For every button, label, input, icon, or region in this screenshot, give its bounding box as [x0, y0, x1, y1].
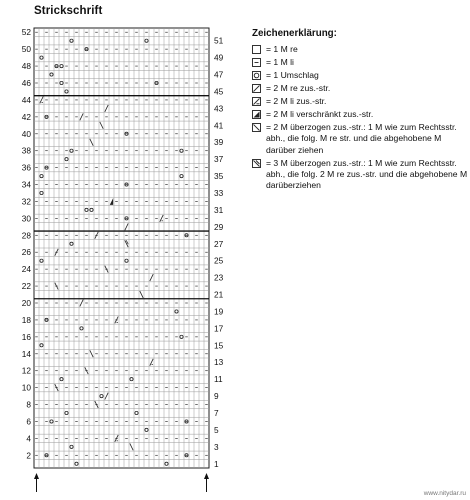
- row-label-right: 11: [214, 374, 223, 385]
- legend: [252, 28, 470, 193]
- legend-symbol-right-slant-dash-icon: [252, 97, 261, 106]
- row-label-left: 20: [21, 298, 31, 308]
- row-label-left: 24: [21, 264, 31, 275]
- row-label-right: 17: [214, 323, 224, 334]
- row-label-right: 15: [214, 340, 224, 351]
- row-label-right: 3: [214, 441, 219, 452]
- row-label-right: 45: [214, 86, 224, 97]
- legend-item-text: = 1 M re: [266, 44, 298, 55]
- legend-item-text: = 1 M li: [266, 57, 294, 68]
- legend-symbol-left-slant-double-icon: [252, 159, 261, 168]
- row-label-right: 23: [214, 272, 224, 283]
- row-label-left: 38: [21, 145, 31, 156]
- row-label-right: 19: [214, 306, 224, 317]
- row-label-right: 25: [214, 255, 224, 266]
- row-label-right: 35: [214, 171, 224, 182]
- legend-symbol-right-slant-icon: [252, 84, 261, 93]
- row-label-right: 27: [214, 238, 224, 249]
- row-label-right: 29: [214, 221, 224, 232]
- legend-item: [252, 83, 470, 94]
- row-label-right: 7: [214, 408, 219, 418]
- legend-item-text: = 2 M li zus.-str.: [266, 96, 327, 107]
- legend-item-text: = 2 M re zus.-str.: [266, 83, 331, 94]
- row-label-left: 44: [21, 94, 31, 105]
- row-label-right: 47: [214, 69, 224, 80]
- legend-symbol-left-slant-icon: [252, 123, 261, 132]
- row-label-left: 36: [21, 162, 31, 173]
- row-label-left: 18: [21, 314, 31, 325]
- row-label-left: 8: [26, 399, 31, 410]
- legend-symbol-circle-icon: [252, 71, 261, 80]
- row-label-right: 33: [214, 188, 224, 198]
- legend-item-text: = 2 M überzogen zus.-str.: 1 M wie zum Rechtsstr. abh., die folg. M re str. und die abgehobene M darüber ziehen: [266, 122, 457, 155]
- row-label-left: 40: [21, 128, 31, 139]
- row-label-right: 1: [214, 458, 219, 469]
- row-label-right: 37: [214, 154, 224, 165]
- row-label-left: 12: [21, 365, 31, 376]
- row-label-left: 14: [21, 348, 31, 359]
- legend-item-text: = 1 Umschlag: [266, 70, 319, 81]
- row-label-left: 46: [21, 78, 31, 88]
- row-label-right: 43: [214, 103, 224, 114]
- legend-title: Zeichenerklärung:: [252, 28, 337, 39]
- row-label-right: 49: [214, 52, 224, 63]
- row-label-right: 21: [214, 289, 224, 300]
- row-label-right: 41: [214, 120, 224, 131]
- row-label-left: 50: [21, 44, 31, 55]
- legend-items: [252, 44, 470, 191]
- legend-item: [252, 57, 470, 68]
- row-label-left: 52: [21, 27, 31, 38]
- row-label-left: 32: [21, 196, 31, 207]
- legend-item: [252, 158, 470, 192]
- repeat-arrow-head: [34, 473, 39, 479]
- row-label-left: 2: [26, 450, 31, 461]
- row-label-right: 13: [214, 357, 224, 368]
- row-label-right: 51: [214, 35, 224, 46]
- legend-item: [252, 96, 470, 107]
- chart-title: Strickschrift: [34, 5, 103, 17]
- legend-item: [252, 109, 470, 120]
- repeat-arrow-head: [204, 473, 209, 479]
- row-label-left: 26: [21, 247, 31, 258]
- row-label-left: 6: [26, 416, 31, 427]
- row-label-left: 42: [21, 111, 31, 122]
- legend-item-text: = 2 M li verschränkt zus.-str.: [266, 109, 374, 120]
- legend-symbol-right-slant-filled-icon: [252, 110, 261, 119]
- legend-symbol-dash-icon: [252, 58, 261, 67]
- row-label-left: 34: [21, 179, 31, 190]
- legend-item: [252, 122, 470, 156]
- legend-symbol-empty-icon: [252, 45, 261, 54]
- legend-item-text: = 3 M überzogen zus.-str.: 1 M wie zum Rechtsstr. abh., die folg. 2 M re zus.-str. und die abgehobene M darüberziehen: [266, 157, 468, 191]
- row-label-right: 9: [214, 391, 219, 402]
- row-label-left: 10: [21, 382, 31, 393]
- legend-item: [252, 44, 470, 55]
- row-label-left: 30: [21, 213, 31, 224]
- row-label-left: 22: [21, 281, 31, 292]
- watermark: www.nitydar.ru: [423, 490, 466, 497]
- row-label-right: 5: [214, 424, 219, 435]
- legend-item: [252, 70, 470, 81]
- row-label-right: 39: [214, 137, 224, 148]
- row-label-right: 31: [214, 204, 224, 215]
- row-label-left: 4: [26, 433, 31, 444]
- row-label-left: 28: [21, 230, 31, 241]
- row-label-left: 48: [21, 61, 31, 72]
- row-label-left: 16: [21, 331, 31, 342]
